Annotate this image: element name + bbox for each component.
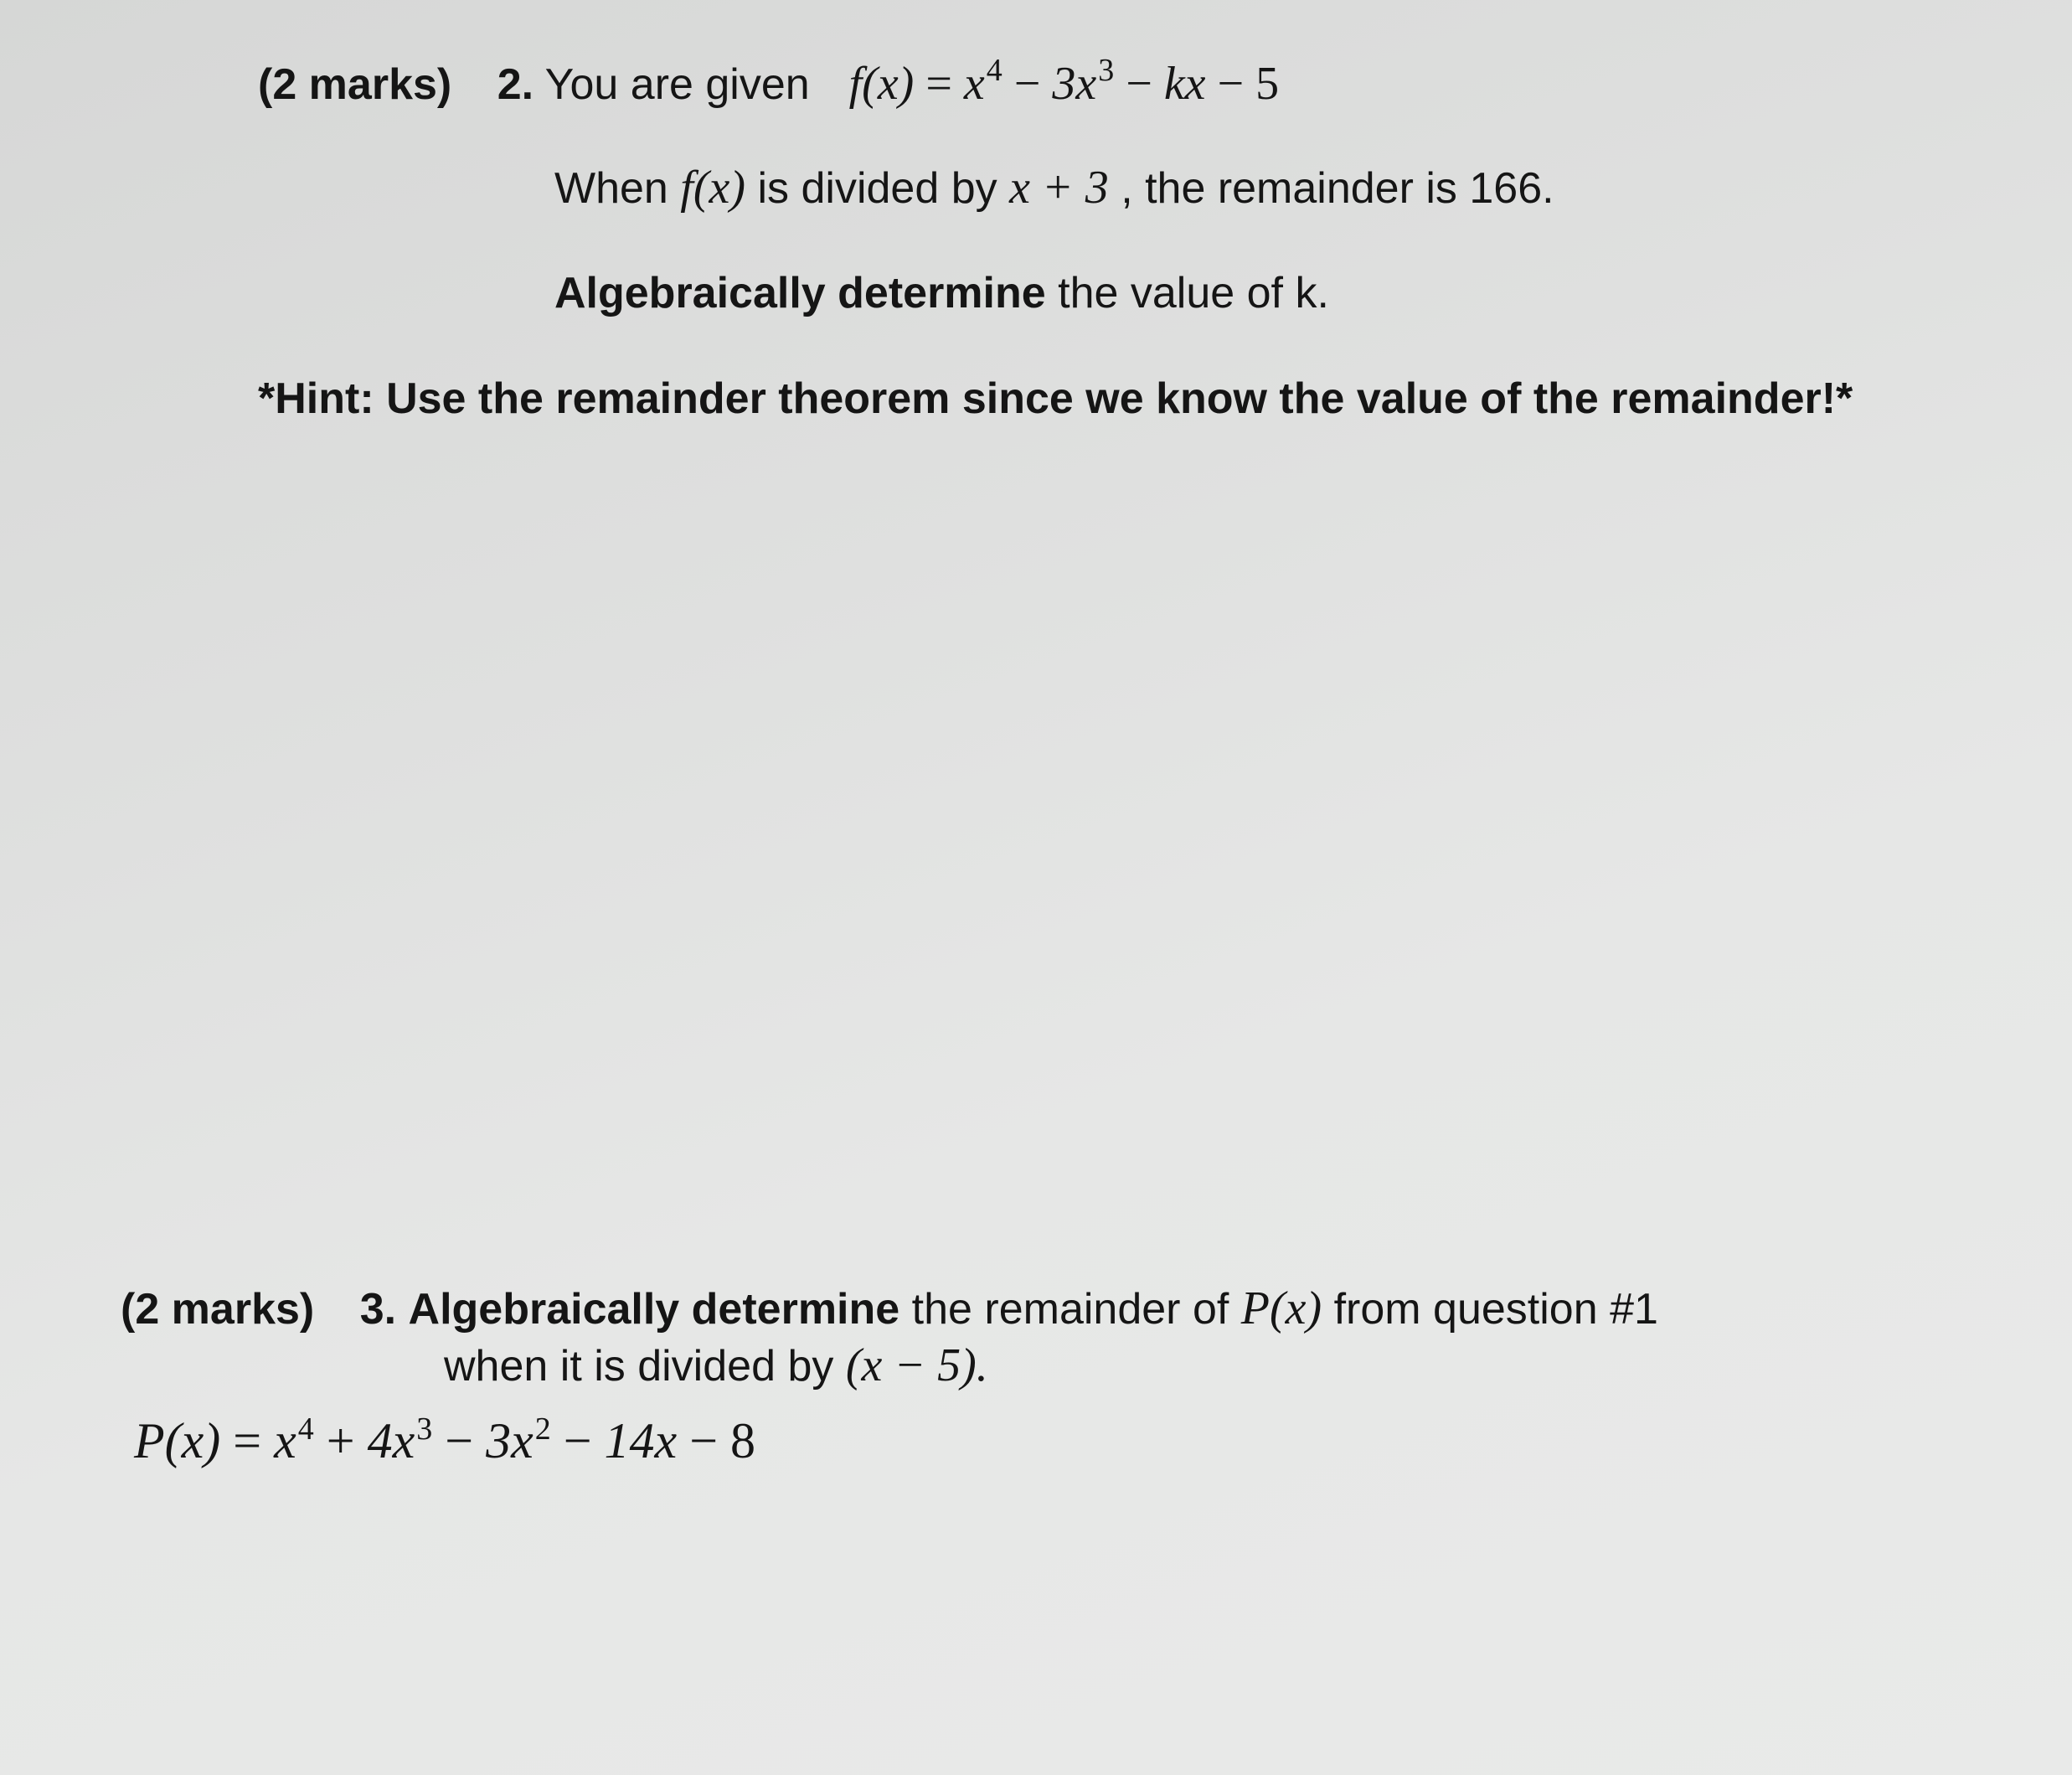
q2-when-post: , the remainder is 166. [1121, 164, 1554, 213]
q3-second-line [444, 1339, 988, 1391]
q3-rest-post: from question #1 [1333, 1285, 1658, 1334]
q3-marks: (2 marks) [121, 1285, 315, 1334]
q2-hint: *Hint: Use the remainder theorem since we know the value of the remainder!* [258, 374, 1853, 423]
q2-instruction [554, 271, 1329, 315]
q2-when-mid: is divided by [757, 164, 997, 213]
q3-rest-pre: the remainder of [911, 1285, 1229, 1334]
q3-number: 3. [359, 1285, 397, 1334]
q2-when-line [554, 162, 1554, 214]
q2-number: 2. [497, 60, 534, 109]
q3-line2-divisor: (x − 5). [845, 1339, 988, 1391]
q2-marks: (2 marks) [258, 60, 452, 109]
q3-header-line [121, 1282, 1658, 1334]
q3-px: P(x) [1240, 1282, 1322, 1334]
q3-bold: Algebraically determine [408, 1285, 900, 1334]
q2-when-pre: When [554, 164, 668, 213]
q3-polynomial: $P(x) = x^4 + 4x^3 - 3x^2 - 14x - 8$ [134, 1411, 756, 1468]
q3-line2-pre: when it is divided by [444, 1342, 834, 1391]
q2-header-line [258, 53, 1280, 110]
q2-when-divisor: x + 3 [1009, 162, 1109, 214]
q2-intro: You are given [544, 60, 810, 109]
q2-when-fx: f(x) [680, 162, 746, 214]
q2-instruction-bold: Algebraically determine [554, 269, 1046, 317]
q2-function-expression: $f(x) = x^4 - 3x^3$ − kx − 5 [848, 53, 1280, 110]
q2-instruction-rest: the value of k. [1058, 269, 1329, 317]
